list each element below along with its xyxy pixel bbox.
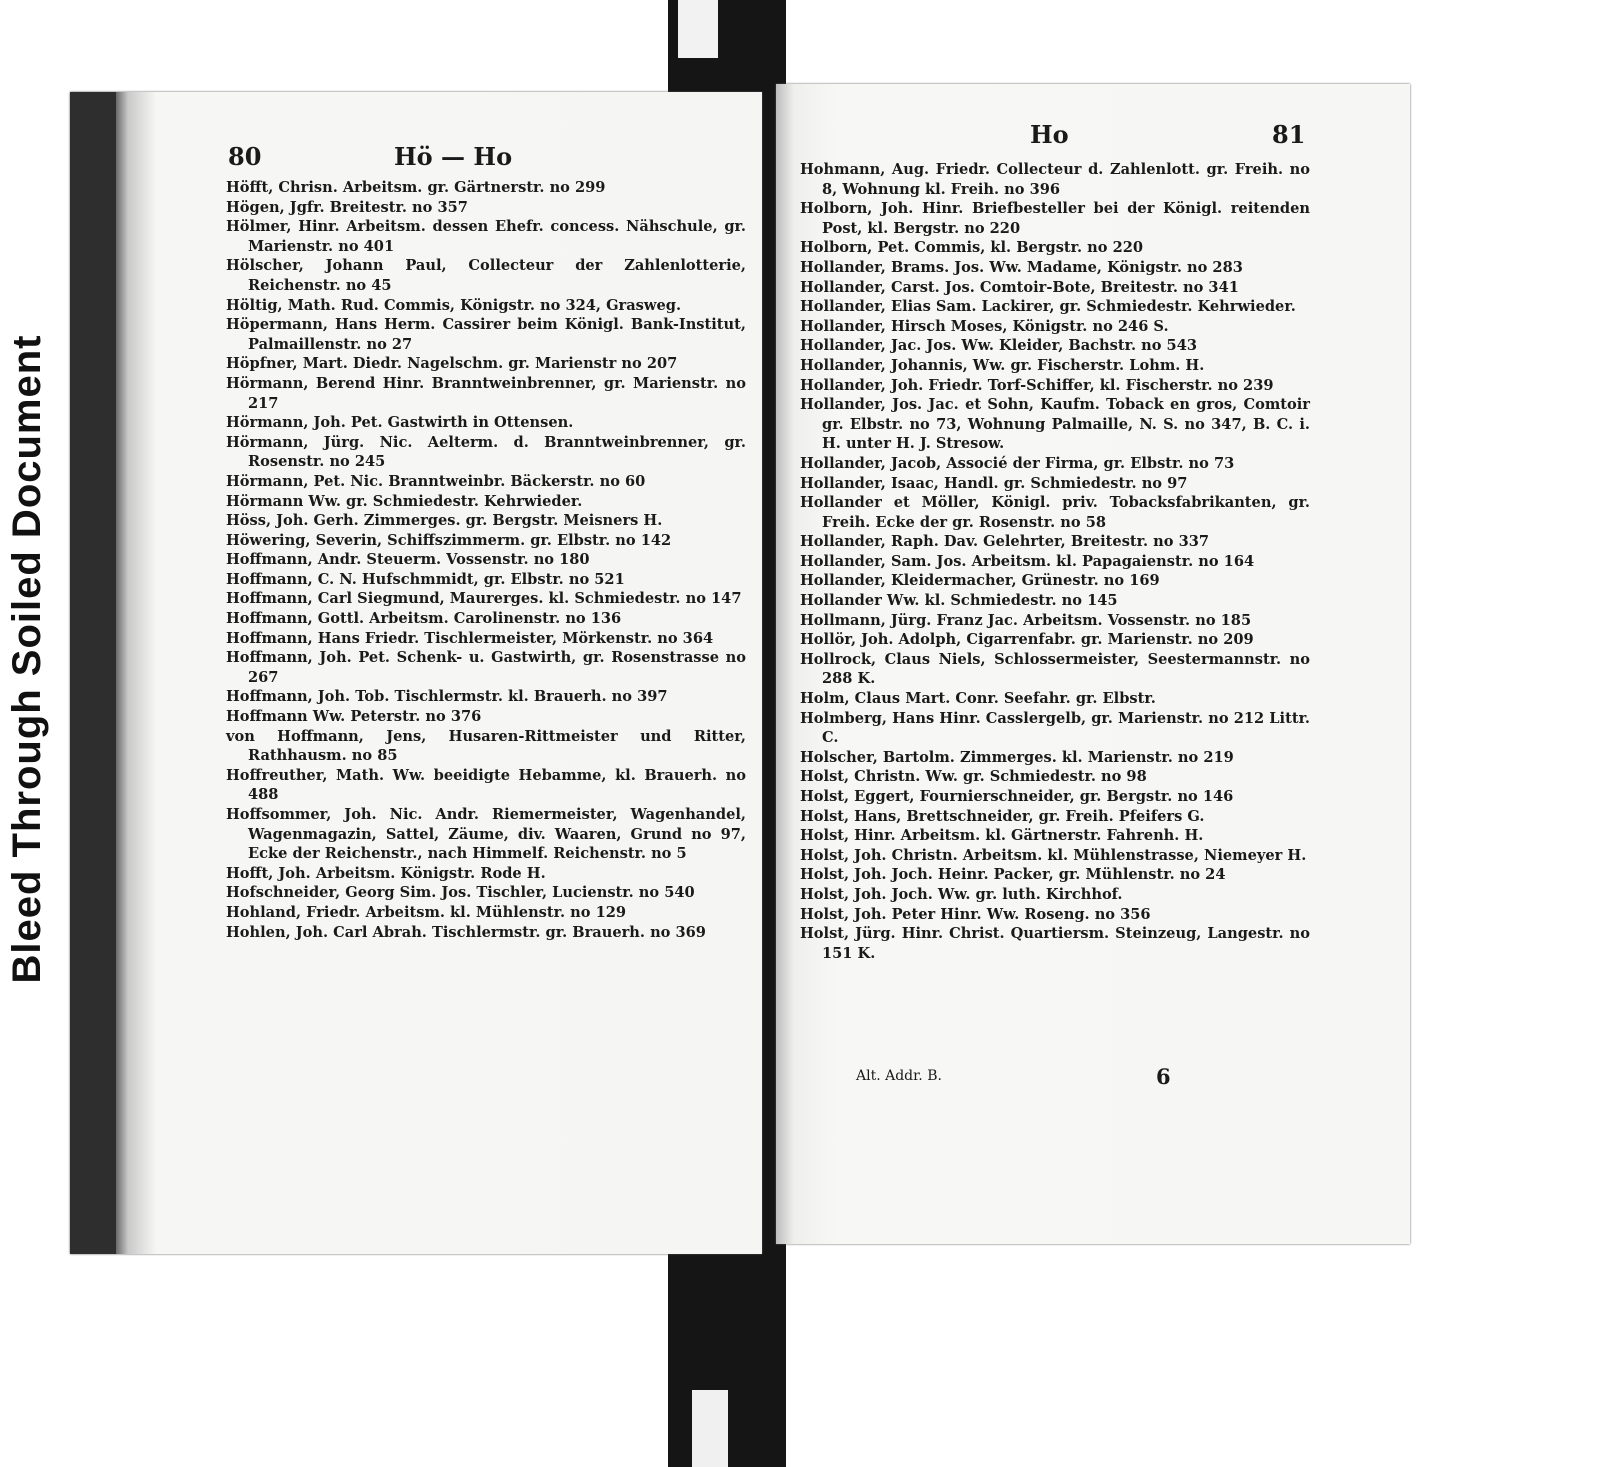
directory-entry: Hohmann, Aug. Friedr. Collecteur d. Zahlenlott. gr. Freih. no 8, Wohnung kl. Freih. no 396 [800, 161, 1310, 198]
directory-entry: Hoffmann, Hans Friedr. Tischlermeister, Mörkenstr. no 364 [226, 629, 714, 647]
right-page-header [800, 120, 1306, 154]
directory-entry: Hoffmann Ww. Peterstr. no 376 [226, 708, 482, 726]
directory-entry: Holscher, Bartolm. Zimmerges. kl. Marienstr. no 219 [800, 748, 1234, 766]
directory-entry: Hollander, Kleidermacher, Grünestr. no 169 [800, 572, 1160, 590]
directory-entry: Höwering, Severin, Schiffszimmerm. gr. Elbstr. no 142 [226, 531, 672, 549]
directory-entry: Hollör, Joh. Adolph, Cigarrenfabr. gr. Marienstr. no 209 [800, 631, 1254, 649]
directory-entry: Hollander, Jacob, Associé der Firma, gr. Elbstr. no 73 [800, 454, 1235, 472]
directory-entry: Holst, Hans, Brettschneider, gr. Freih. Pfeifers G. [800, 807, 1205, 825]
directory-entry: Hollrock, Claus Niels, Schlossermeister, Seestermannstr. no 288 K. [800, 650, 1310, 688]
directory-entry: Hollander, Joh. Friedr. Torf-Schiffer, kl. Fischerstr. no 239 [800, 376, 1274, 394]
directory-entry: Hollander Ww. kl. Schmiedestr. no 145 [800, 592, 1118, 610]
directory-entry: Höltig, Math. Rud. Commis, Königstr. no 324, Grasweg. [226, 296, 682, 314]
directory-entry: Holst, Eggert, Fournierschneider, gr. Bergstr. no 146 [800, 788, 1234, 805]
binding-gap-top [678, 0, 718, 58]
directory-entry: Holmberg, Hans Hinr. Casslergelb, gr. Marienstr. no 212 Littr. C. [800, 709, 1310, 747]
directory-entry: Hörmann, Pet. Nic. Branntweinbr. Bäckerstr. no 60 [226, 472, 646, 490]
directory-entry: Hollander, Jac. Jos. Ww. Kleider, Bachstr. no 543 [800, 337, 1198, 355]
directory-entry: Hollander, Hirsch Moses, Königstr. no 246 S. [800, 317, 1169, 335]
directory-entry: Hölscher, Johann Paul, Collecteur der Zahlenlotterie, Reichenstr. no 45 [226, 257, 746, 294]
directory-entry: Högen, Jgfr. Breitestr. no 357 [226, 198, 468, 216]
directory-entry: Hoffsommer, Joh. Nic. Andr. Riemermeister, Wagenhandel, Wagenmagazin, Sattel, Zäume, div. Waaren, Grund no 97, Ecke der Reichenstr., nach Himmelf. Reichenstr. no 5 [226, 806, 746, 863]
directory-entry: Hohland, Friedr. Arbeitsm. kl. Mühlenstr. no 129 [226, 903, 627, 921]
directory-entry: Hoffmann, Joh. Tob. Tischlermstr. kl. Brauerh. no 397 [226, 688, 668, 706]
directory-entry: Hoffmann, Andr. Steuerm. Vossenstr. no 180 [226, 551, 590, 569]
directory-entry: Hollander, Carst. Jos. Comtoir-Bote, Breitestr. no 341 [800, 278, 1239, 296]
left-running-head: Hö — Ho [394, 142, 513, 171]
stamp-strip [0, 148, 56, 1168]
directory-entry: Höfft, Chrisn. Arbeitsm. gr. Gärtnerstr. no 299 [226, 179, 606, 196]
footer-signature: Alt. Addr. B. [856, 1068, 942, 1084]
directory-entry: Hollander, Isaac, Handl. gr. Schmiedestr. no 97 [800, 474, 1188, 492]
directory-entry: Hollander, Jos. Jac. et Sohn, Kaufm. Toback en gros, Comtoir gr. Elbstr. no 73, Wohnung Palmaille, N. S. no 347, B. C. i. H. unter H. J. Stresow. [800, 396, 1310, 453]
stamp-text: Bleed Through Soiled Document [5, 334, 49, 984]
directory-entry: Hollander, Brams. Jos. Ww. Madame, Königstr. no 283 [800, 258, 1243, 276]
directory-entry: Hollander, Raph. Dav. Gelehrter, Breitestr. no 337 [800, 533, 1210, 551]
directory-entry: Holst, Christn. Ww. gr. Schmiedestr. no 98 [800, 768, 1147, 786]
directory-entry: Hollander, Sam. Jos. Arbeitsm. kl. Papagaienstr. no 164 [800, 552, 1255, 570]
directory-entry: Hörmann, Joh. Pet. Gastwirth in Ottensen. [226, 414, 574, 432]
right-page-footer [856, 1064, 1276, 1092]
right-running-head: Ho [1030, 120, 1069, 149]
directory-entry: Höpfner, Mart. Diedr. Nagelschm. gr. Marienstr no 207 [226, 355, 678, 373]
directory-entry: Hoffmann, Carl Siegmund, Maurerges. kl. Schmiedestr. no 147 [226, 590, 742, 608]
directory-entry: Hörmann, Berend Hinr. Branntweinbrenner, gr. Marienstr. no 217 [226, 374, 746, 412]
binding-gap-bottom [692, 1390, 728, 1467]
directory-entry: Höss, Joh. Gerh. Zimmerges. gr. Bergstr. Meisners H. [226, 512, 663, 530]
directory-entry: Hoffmann, C. N. Hufschmmidt, gr. Elbstr. no 521 [226, 570, 625, 588]
directory-entry: Hoffmann, Joh. Pet. Schenk- u. Gastwirth, gr. Rosenstrasse no 267 [226, 649, 746, 686]
directory-entry: Hollander, Elias Sam. Lackirer, gr. Schmiedestr. Kehrwieder. [800, 298, 1296, 316]
directory-entry: Holst, Hinr. Arbeitsm. kl. Gärtnerstr. Fahrenh. H. [800, 827, 1204, 845]
directory-entry: Hofft, Joh. Arbeitsm. Königstr. Rode H. [226, 864, 546, 882]
directory-entry: Holst, Jürg. Hinr. Christ. Quartiersm. Steinzeug, Langestr. no 151 K. [800, 925, 1310, 962]
left-page-number: 80 [228, 142, 262, 171]
directory-entry: Holst, Joh. Christn. Arbeitsm. kl. Mühlenstrasse, Niemeyer H. [800, 846, 1307, 864]
directory-entry: Hölmer, Hinr. Arbeitsm. dessen Ehefr. concess. Nähschule, gr. Marienstr. no 401 [226, 218, 746, 255]
directory-entry: Höpermann, Hans Herm. Cassirer beim Königl. Bank-Institut, Palmaillenstr. no 27 [226, 316, 746, 353]
directory-entry: Holst, Joh. Peter Hinr. Ww. Roseng. no 356 [800, 905, 1151, 923]
directory-entry: Holm, Claus Mart. Conr. Seefahr. gr. Elbstr. [800, 690, 1156, 708]
directory-entry: Hollander, Johannis, Ww. gr. Fischerstr. Lohm. H. [800, 356, 1205, 374]
directory-entry: Hoffreuther, Math. Ww. beeidigte Hebamme, kl. Brauerh. no 488 [226, 766, 746, 804]
directory-entry: Holst, Joh. Joch. Heinr. Packer, gr. Mühlenstr. no 24 [800, 866, 1226, 884]
directory-entry: Hörmann Ww. gr. Schmiedestr. Kehrwieder. [226, 492, 583, 510]
right-page-number: 81 [1272, 120, 1306, 149]
directory-entry: Hohlen, Joh. Carl Abrah. Tischlermstr. gr. Brauerh. no 369 [226, 923, 706, 941]
directory-entry: Hofschneider, Georg Sim. Jos. Tischler, Lucienstr. no 540 [226, 884, 695, 902]
footer-sheet-number: 6 [1156, 1064, 1171, 1089]
directory-entry: Hollmann, Jürg. Franz Jac. Arbeitsm. Vossenstr. no 185 [800, 611, 1252, 629]
directory-entry: Holborn, Pet. Commis, kl. Bergstr. no 220 [800, 239, 1144, 257]
left-page-header [228, 142, 748, 176]
directory-entry: Hörmann, Jürg. Nic. Aelterm. d. Branntweinbrenner, gr. Rosenstr. no 245 [226, 433, 746, 471]
right-entry-list [800, 160, 1310, 963]
directory-entry: Holst, Joh. Joch. Ww. gr. luth. Kirchhof. [800, 885, 1123, 903]
directory-entry: Hoffmann, Gottl. Arbeitsm. Carolinenstr. no 136 [226, 610, 622, 628]
directory-entry: Hollander et Möller, Königl. priv. Tobacksfabrikanten, gr. Freih. Ecke der gr. Rosenstr. no 58 [800, 494, 1310, 531]
left-entry-list [226, 178, 746, 942]
directory-entry: Holborn, Joh. Hinr. Briefbesteller bei der Königl. reitenden Post, kl. Bergstr. no 220 [800, 200, 1310, 237]
directory-entry: von Hoffmann, Jens, Husaren-Rittmeister und Ritter, Rathhausm. no 85 [226, 727, 746, 765]
